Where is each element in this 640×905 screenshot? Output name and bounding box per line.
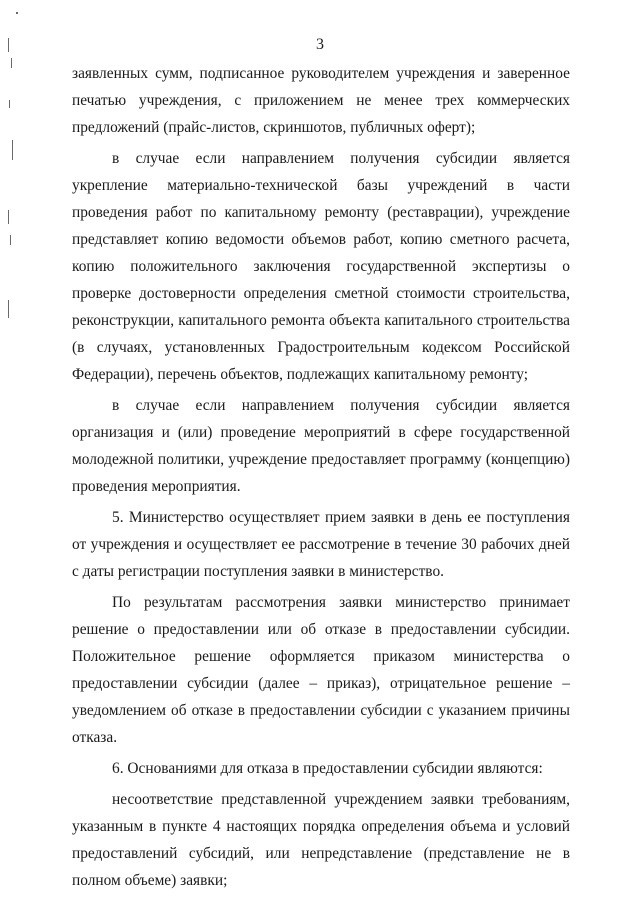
paragraph: 6. Основаниями для отказа в предоставлении субсидии являются:: [112, 760, 543, 777]
scan-edge-artifacts: [6, 10, 24, 330]
document-body: [72, 60, 570, 898]
page-number: 3: [316, 36, 324, 53]
paragraph: в случае если направлением получения субсидии является укрепление материально-технической базы учреждений в части проведения работ по капитальному ремонту (реставрации), учреждение представляет копию ведомости объемов работ, копию сметного расчета, копию положительного заключения государственной экспертизы о проверке достоверности определения сметной стоимости строительства, реконструкции, капитального ремонта объекта капитального строительства (в случаях, установленных Градостроительным кодексом Российской Федерации), перечень объектов, подлежащих капитальному ремонту;: [72, 150, 570, 383]
paragraph: По результатам рассмотрения заявки министерство принимает решение о предоставлении или об отказе в предоставлении субсидии. Положительное решение оформляется приказом министерства о предоставлении субсидии (далее – приказ), отрицательное решение – уведомлением об отказе в предоставлении субсидии с указанием причины отказа.: [72, 594, 570, 746]
paragraph: заявленных сумм, подписанное руководителем учреждения и заверенное печатью учреждения, с приложением не менее трех коммерческих предложений (прайс-листов, скриншотов, публичных оферт);: [72, 65, 570, 136]
paragraph: несоответствие представленной учреждением заявки требованиям, указанным в пункте 4 настоящих порядка определения объема и условий предоставлений субсидий, или непредставление (представление не в полном объеме) заявки;: [72, 791, 570, 889]
paragraph: 5. Министерство осуществляет прием заявки в день ее поступления от учреждения и осуществляет ее рассмотрение в течение 30 рабочих дней с даты регистрации поступления заявки в министерство.: [72, 509, 570, 580]
paragraph: в случае если направлением получения субсидии является организация и (или) проведение мероприятий в сфере государственной молодежной политики, учреждение предоставляет программу (концепцию) проведения мероприятия.: [72, 397, 570, 495]
